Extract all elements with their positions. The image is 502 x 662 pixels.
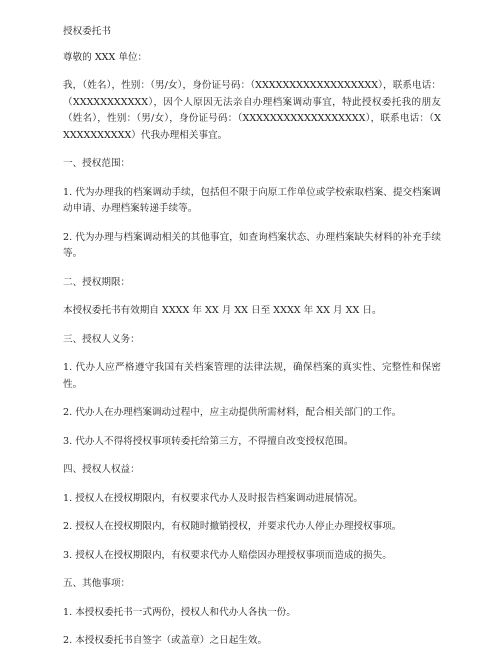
rights-item-1: 1. 授权人在授权期限内，有权要求代办人及时报告档案调动进展情况。 (63, 492, 364, 504)
salutation: 尊敬的 XXX 单位： (63, 51, 148, 63)
document-page (63, 24, 441, 662)
section-heading-scope: 一、授权范围： (63, 158, 131, 169)
rights-item-3: 3. 授权人在授权期限内，有权要求代办人赔偿因办理授权事项而造成的损失。 (63, 549, 392, 561)
section-heading-obligations: 三、授权人义务： (63, 333, 140, 345)
obligation-item-3: 3. 代办人不得将授权事项转委托给第三方，不得擅自改变授权范围。 (63, 435, 354, 447)
other-item-1: 1. 本授权委托书一式两份，授权人和代办人各执一份。 (63, 606, 296, 618)
scope-item-1: 1. 代为办理我的档案调动手续，包括但不限于向原工作单位或学校索取档案、提交档案调动申请、办理档案转递手续等。 (63, 186, 441, 214)
rights-item-2: 2. 授权人在授权期限内，有权随时撤销授权，并要求代办人停止办理授权事项。 (63, 521, 402, 532)
scope-item-2: 2. 代为办理与档案调动相关的其他事宜，如查询档案状态、办理档案缺失材料的补充手续等。 (63, 231, 441, 259)
obligation-item-2: 2. 代办人在办理档案调动过程中，应主动提供所需材料，配合相关部门的工作。 (63, 407, 402, 418)
document-title: 授权委托书 (63, 26, 111, 37)
obligation-item-1: 1. 代办人应严格遵守我国有关档案管理的法律法规，确保档案的真实性、完整性和保密性。 (63, 362, 441, 390)
period-text: 本授权委托书有效期自 XXXX 年 XX 月 XX 日至 XXXX 年 XX 月 XX 日。 (63, 305, 382, 316)
section-heading-period: 二、授权期限： (63, 276, 131, 288)
other-item-2: 2. 本授权委托书自签字（或盖章）之日起生效。 (63, 635, 268, 646)
intro-paragraph: 我，（姓名），性别：（男/女），身份证号码：（XXXXXXXXXXXXXXXXXX），联系电话：（XXXXXXXXXXX），因个人原因无法亲自办理档案调动事宜，特此授权委托我的朋友（姓名），性别：（男/女），身份证号码：（XXXXXXXXXXXXXXXXXX），联系电话：（XXXXXXXXXXX）代我办理相关事宜。 (63, 80, 441, 141)
section-heading-other: 五、其他事项： (63, 578, 131, 589)
section-heading-rights: 四、授权人权益： (63, 464, 140, 475)
